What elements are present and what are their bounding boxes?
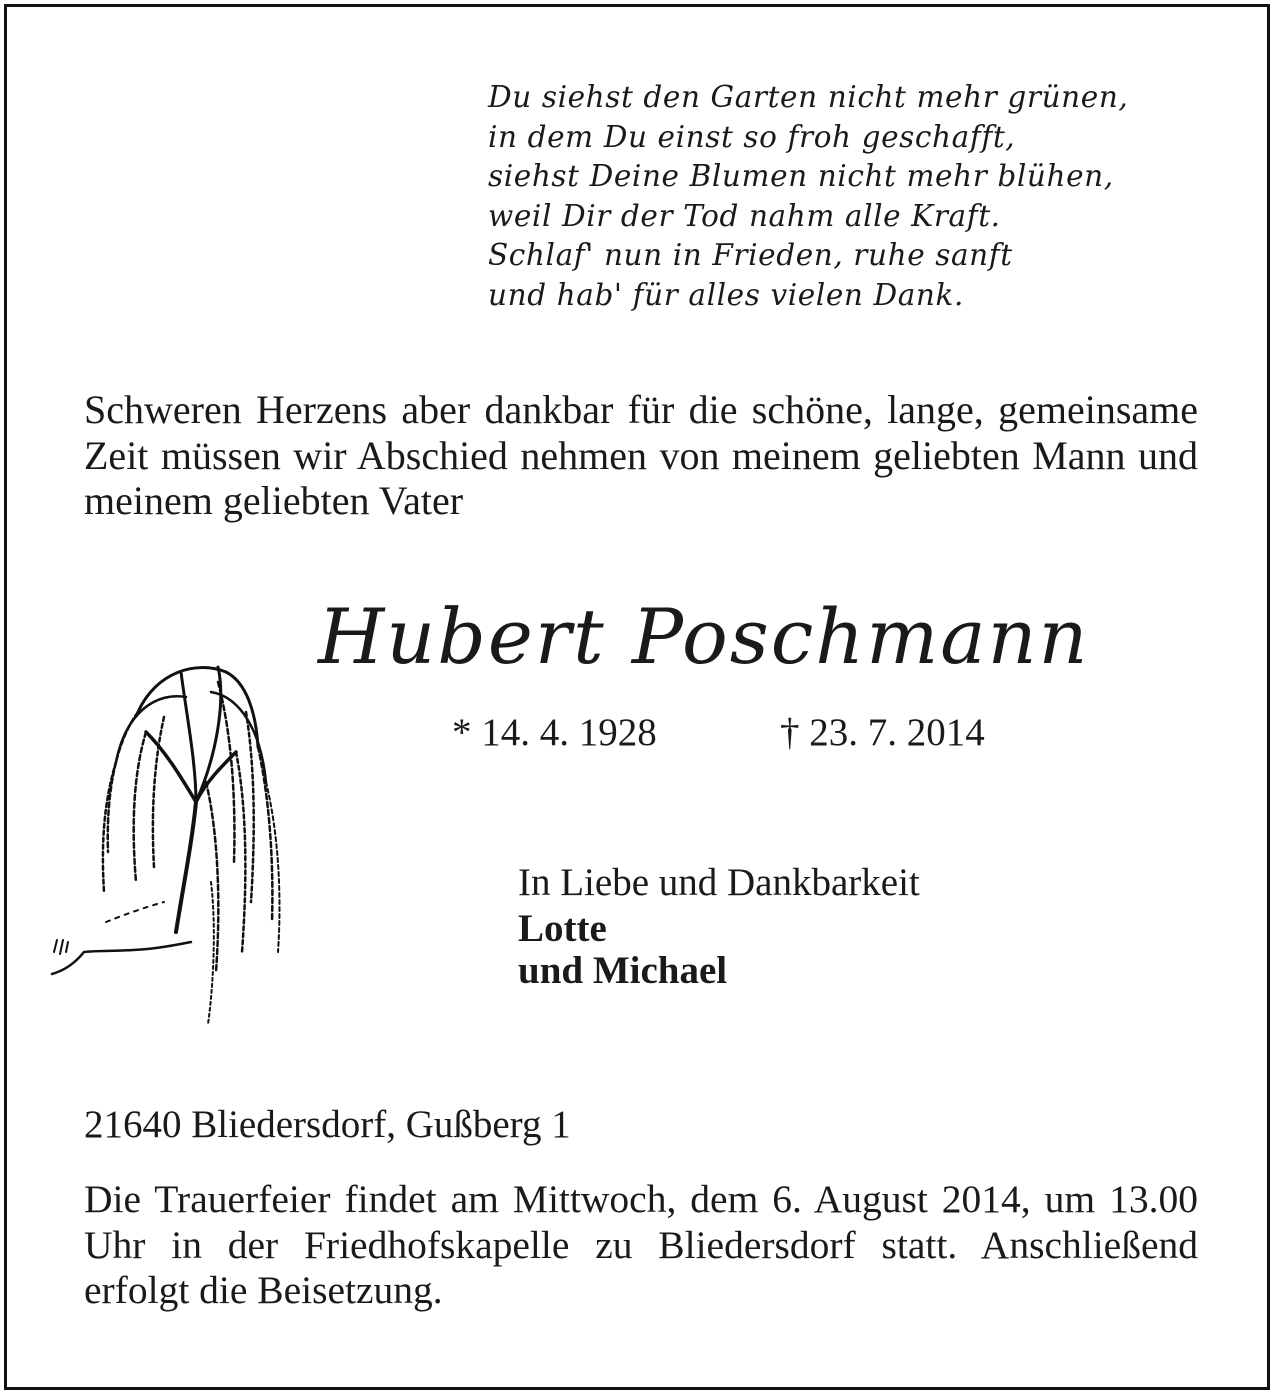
signature-phrase: In Liebe und Dankbarkeit — [518, 861, 920, 904]
poem-line: in dem Du einst so froh geschafft, — [488, 119, 1016, 154]
poem — [488, 78, 1228, 315]
poem-line: Du siehst den Garten nicht mehr grünen, — [488, 80, 1129, 114]
address: 21640 Bliedersdorf, Gußberg 1 — [84, 1103, 571, 1146]
funeral-notice: Die Trauerfeier findet am Mittwoch, dem 6. August 2014, um 13.00 Uhr in der Friedhofskapelle zu Bliedersdorf statt. Anschließend erfolgt die Beisetzung. — [84, 1177, 1198, 1312]
birth-date: * 14. 4. 1928 — [452, 711, 657, 754]
poem-line: siehst Deine Blumen nicht mehr blühen, — [488, 159, 1114, 193]
signature-name: und Michael — [518, 949, 728, 992]
weeping-willow-icon — [46, 652, 286, 1032]
poem-line: und hab' für alles vielen Dank. — [488, 277, 964, 312]
intro-text: Schweren Herzens aber dankbar für die schöne, lange, gemeinsame Zeit müssen wir Abschied nehmen von meinem geliebten Mann und meinem geliebten Vater — [84, 387, 1198, 523]
death-date: † 23. 7. 2014 — [780, 711, 985, 754]
signature-name: Lotte — [518, 907, 607, 950]
deceased-name: Hubert Poschmann — [318, 592, 1090, 681]
poem-line: Schlaf' nun in Frieden, ruhe sanft — [488, 238, 1013, 272]
signature-block — [518, 858, 920, 992]
poem-line: weil Dir der Tod nahm alle Kraft. — [488, 198, 1001, 233]
